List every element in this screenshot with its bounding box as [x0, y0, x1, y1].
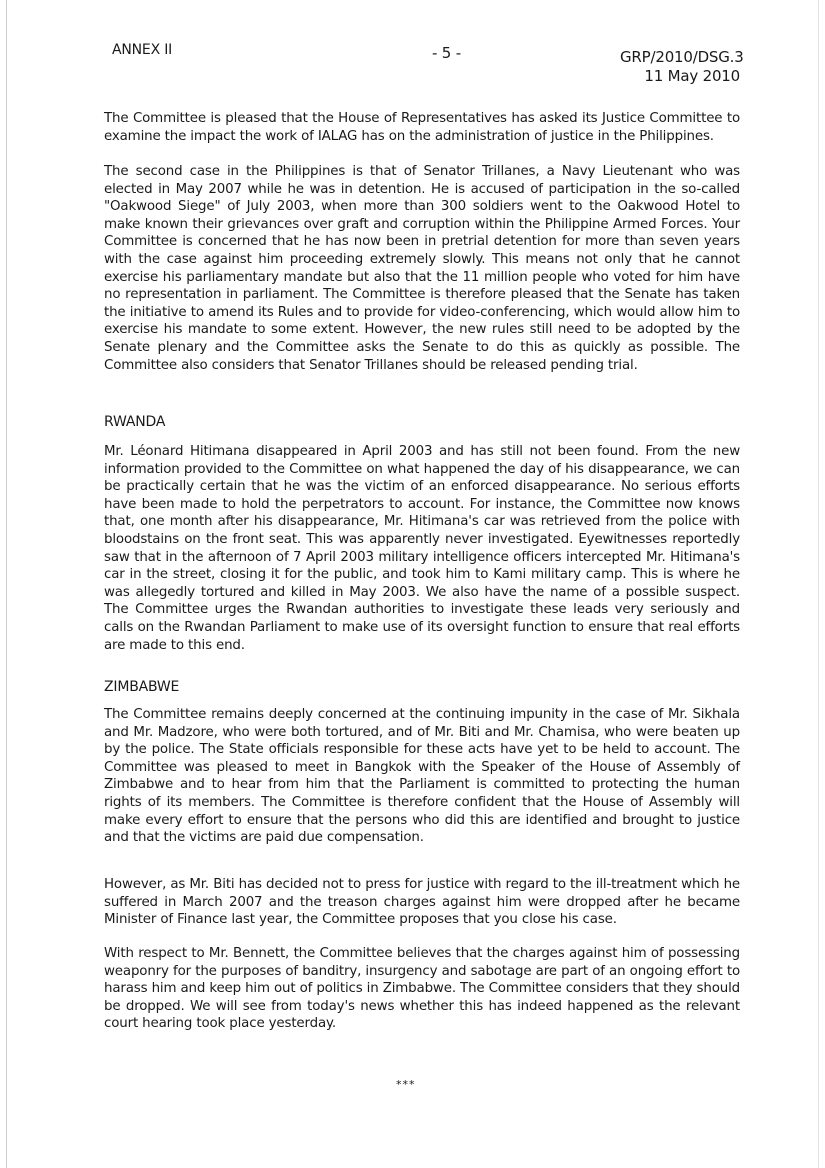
page-edge-right [818, 0, 819, 1168]
page-number: - 5 - [432, 44, 461, 62]
end-marker: *** [396, 1078, 416, 1091]
annex-label: ANNEX II [112, 42, 173, 58]
section-heading-zimbabwe: ZIMBABWE [104, 679, 180, 695]
document-reference: GRP/2010/DSG.3 [620, 48, 744, 66]
paragraph-trillanes: The second case in the Philippines is that of Senator Trillanes, a Navy Lieutenant who was elected in May 2007 while he was in detention. He is accused of participation in the so-called "Oakwood Siege" of July 2003, when more than 300 soldiers went to the Oakwood Hotel to make known their grievances over graft and corruption within the Philippine Armed Forces. Your Committee is concerned that he has now been in pretrial detention for more than seven years with the case against him proceeding extremely slowly. This means not only that he cannot exercise his parliamentary mandate but also that the 11 million people who voted for him have no representation in parliament. The Committee is therefore pleased that the Senate has taken the initiative to amend its Rules and to provide for video-conferencing, which would allow him to exercise his mandate to some extent. However, the new rules still need to be adopted by the Senate plenary and the Committee asks the Senate to do this as quickly as possible. The Committee also considers that Senator Trillanes should be released pending trial. [104, 164, 740, 373]
paragraph-zimbabwe-impunity: The Committee remains deeply concerned at the continuing impunity in the case of Mr. Sikhala and Mr. Madzore, who were both tortured, and of Mr. Biti and Mr. Chamisa, who were beaten up by the police. The State officials responsible for these acts have yet to be held to account. The Committee was pleased to meet in Bangkok with the Speaker of the House of Assembly of Zimbabwe and to hear from him that the Parliament is committed to protecting the human rights of its members. The Committee is therefore confident that the House of Assembly will make every effort to ensure that the persons who did this are identified and brought to justice and that the victims are paid due compensation. [104, 707, 740, 846]
document-date: 11 May 2010 [644, 67, 740, 85]
page-edge-left [6, 0, 7, 1168]
paragraph-hitimana: Mr. Léonard Hitimana disappeared in April 2003 and has still not been found. From the new information provided to the Committee on what happened the day of his disappearance, we can be practically certain that he was the victim of an enforced disappearance. No serious efforts have been made to hold the perpetrators to account. For instance, the Committee now knows that, one month after his disappearance, Mr. Hitimana's car was retrieved from the police with bloodstains on the front seat. This was apparently never investigated. Eyewitnesses reportedly saw that in the afternoon of 7 April 2003 military intelligence officers intercepted Mr. Hitimana's car in the street, closing it for the public, and took him to Kami military camp. This is where he was allegedly tortured and killed in May 2003. We also have the name of a possible suspect. The Committee urges the Rwandan authorities to investigate these leads very seriously and calls on the Rwandan Parliament to make use of its oversight function to ensure that real efforts are made to this end. [104, 444, 740, 653]
section-heading-rwanda: RWANDA [104, 414, 166, 430]
paragraph-biti: However, as Mr. Biti has decided not to press for justice with regard to the ill-treatment which he suffered in March 2007 and the treason charges against him were dropped after he became Minister of Finance last year, the Committee proposes that you close his case. [104, 877, 740, 928]
paragraph-bennett: With respect to Mr. Bennett, the Committee believes that the charges against him of possessing weaponry for the purposes of banditry, insurgency and sabotage are part of an ongoing effort to harass him and keep him out of politics in Zimbabwe. The Committee considers that they should be dropped. We will see from today's news whether this has indeed happened as the relevant court hearing took place yesterday. [104, 946, 740, 1032]
paragraph-ialag: The Committee is pleased that the House of Representatives has asked its Justice Committee to examine the impact the work of IALAG has on the administration of justice in the Philippines. [104, 111, 740, 144]
